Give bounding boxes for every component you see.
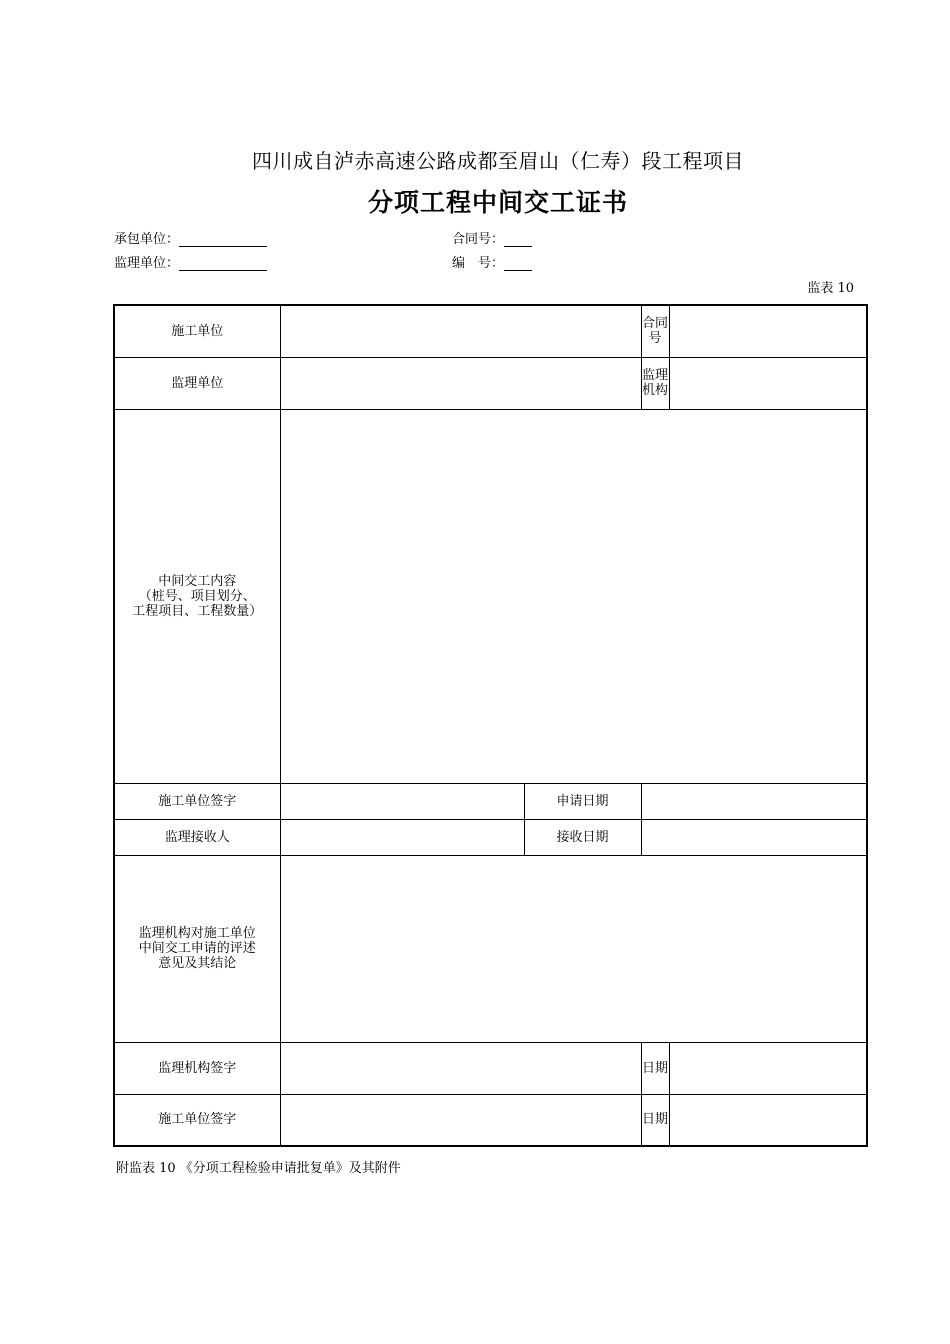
contract-no-label: 合同号： [452, 232, 505, 247]
table-row [114, 819, 867, 855]
agency-signature-label: 监理机构签字 [114, 1042, 280, 1094]
construction-signature-field[interactable] [280, 783, 524, 819]
receipt-date-field[interactable] [641, 819, 867, 855]
construction-unit-field[interactable] [280, 305, 641, 357]
supervision-unit-field[interactable] [280, 357, 641, 409]
contractor-blank[interactable] [179, 232, 267, 247]
supervision-unit-label: 监理单位 [114, 357, 280, 409]
construction-date-label: 日期 [641, 1094, 669, 1146]
contract-no-blank[interactable] [504, 232, 532, 247]
agency-date-field[interactable] [669, 1042, 867, 1094]
construction-unit-label: 施工单位 [114, 305, 280, 357]
supervision-agency-field[interactable] [669, 357, 867, 409]
attachment-note: 附监表 10 《分项工程检验申请批复单》及其附件 [116, 1161, 401, 1176]
handover-content-field[interactable] [280, 409, 867, 783]
document-title: 分项工程中间交工证书 [367, 188, 628, 217]
review-opinion-label [114, 855, 280, 1042]
construction-signature-field-2[interactable] [280, 1094, 641, 1146]
serial-no-blank[interactable] [504, 256, 532, 271]
supervisor-blank[interactable] [179, 256, 267, 271]
serial-no-label: 编 号： [452, 256, 505, 271]
handover-content-label [114, 409, 280, 783]
table-row [114, 305, 867, 357]
agency-signature-field[interactable] [280, 1042, 641, 1094]
table-row [114, 409, 867, 783]
review-opinion-line1: 监理机构对施工单位 [138, 926, 256, 941]
handover-content-line3: 工程项目、工程数量） [132, 603, 263, 619]
supervision-agency-label: 监理机构 [641, 357, 669, 409]
table-row [114, 783, 867, 819]
receipt-date-label: 接收日期 [524, 819, 641, 855]
serial-no-line [452, 252, 532, 271]
construction-signature-label-2: 施工单位签字 [114, 1094, 280, 1146]
contract-no-cell-label: 合同号 [641, 305, 669, 357]
review-opinion-field[interactable] [280, 855, 867, 1042]
supervisor-line [114, 252, 267, 271]
handover-content-line2: （桩号、项目划分、 [138, 588, 256, 604]
review-opinion-line3: 意见及其结论 [158, 956, 237, 971]
form-code: 监表 10 [807, 281, 854, 296]
contractor-line [114, 228, 267, 247]
table-row [114, 1094, 867, 1146]
contract-no-field[interactable] [669, 305, 867, 357]
application-date-field[interactable] [641, 783, 867, 819]
contract-no-line [452, 228, 532, 247]
handover-content-line1: 中间交工内容 [158, 573, 237, 589]
handover-certificate-form [113, 304, 868, 1147]
review-opinion-line2: 中间交工申请的评述 [138, 941, 256, 956]
construction-date-field[interactable] [669, 1094, 867, 1146]
application-date-label: 申请日期 [524, 783, 641, 819]
table-row [114, 855, 867, 1042]
construction-signature-label: 施工单位签字 [114, 783, 280, 819]
supervision-receiver-label: 监理接收人 [114, 819, 280, 855]
agency-date-label: 日期 [641, 1042, 669, 1094]
table-row [114, 1042, 867, 1094]
table-row [114, 357, 867, 409]
contractor-label: 承包单位： [114, 232, 180, 247]
project-title: 四川成自泸赤高速公路成都至眉山（仁寿）段工程项目 [252, 149, 744, 173]
supervisor-label: 监理单位： [114, 256, 180, 271]
supervision-receiver-field[interactable] [280, 819, 524, 855]
